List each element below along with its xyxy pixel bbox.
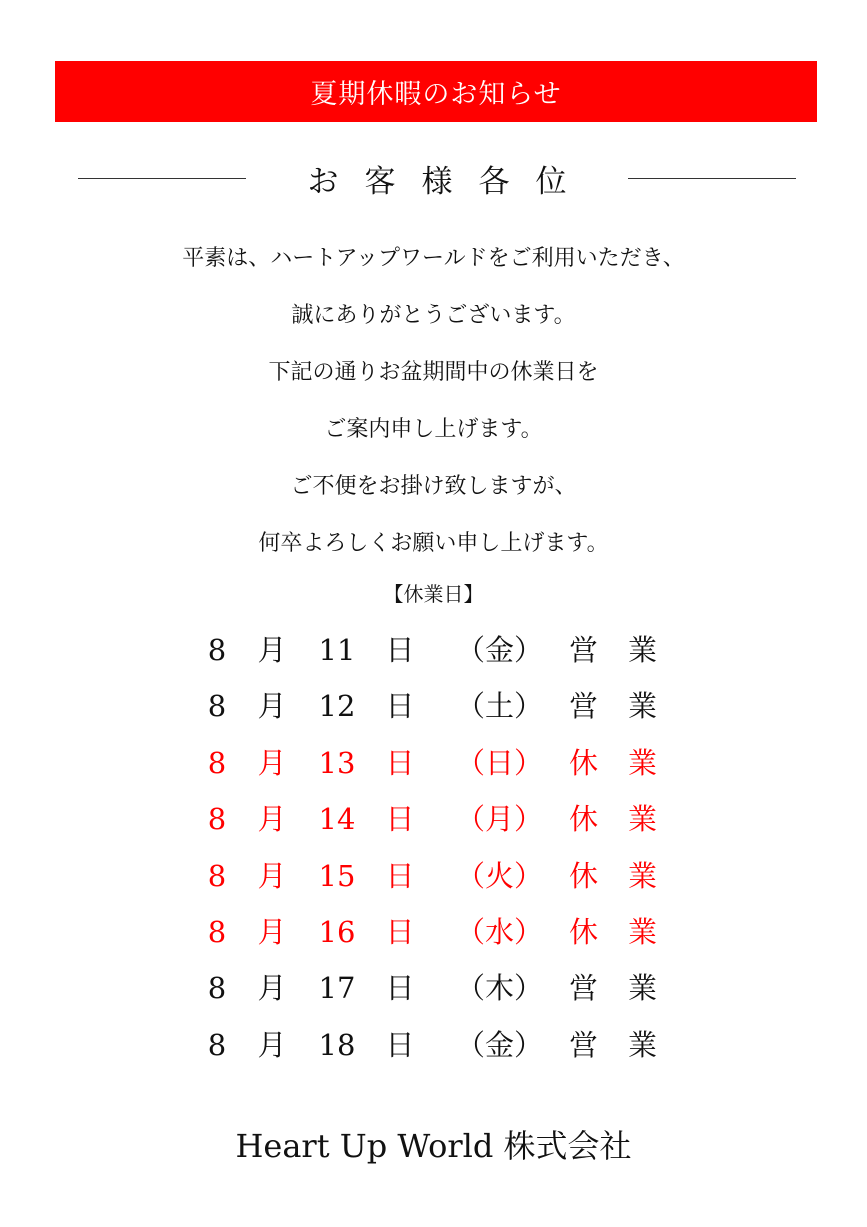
- schedule-row: [0, 904, 867, 960]
- schedule-month: 8: [207, 971, 227, 1006]
- schedule-row: [0, 1017, 867, 1073]
- message-line: 誠にありがとうございます。: [291, 303, 576, 328]
- message-line: 平素は、ハートアップワールドをご利用いただき、: [182, 246, 685, 271]
- schedule-row: [0, 791, 867, 847]
- message-line: 何卒よろしくお願い申し上げます。: [258, 531, 609, 556]
- schedule-weekday: （水）: [456, 914, 544, 949]
- schedule-heading: 【休業日】: [383, 582, 484, 606]
- schedule-status: 営業: [569, 633, 688, 667]
- schedule-weekday: （月）: [456, 802, 544, 837]
- schedule-day-unit: 日: [385, 802, 415, 837]
- schedule-day: 13: [318, 745, 356, 780]
- schedule-day: 12: [318, 689, 356, 724]
- schedule-month-unit: 月: [257, 1027, 287, 1062]
- message-line: ご案内申し上げます。: [324, 417, 543, 442]
- salutation-row: [78, 150, 796, 206]
- schedule-day-unit: 日: [385, 914, 415, 949]
- schedule-status: 休業: [569, 802, 688, 837]
- schedule-month-unit: 月: [257, 914, 287, 949]
- schedule-row: [0, 848, 867, 904]
- schedule-day-unit: 日: [385, 689, 415, 724]
- schedule-weekday: （木）: [456, 971, 544, 1006]
- schedule-status: 営業: [569, 689, 688, 724]
- schedule-status: 休業: [569, 914, 688, 949]
- schedule-status: 営業: [569, 1027, 688, 1062]
- schedule-status: 営業: [569, 971, 688, 1006]
- schedule-row: [0, 960, 867, 1016]
- schedule-status: 休業: [569, 745, 688, 780]
- schedule-day-unit: 日: [385, 858, 415, 893]
- company-name: Heart Up World 株式会社: [235, 1127, 632, 1165]
- schedule-weekday: （火）: [456, 858, 544, 893]
- schedule-month-unit: 月: [257, 802, 287, 837]
- schedule-month: 8: [207, 1027, 227, 1062]
- schedule-day-unit: 日: [385, 633, 415, 667]
- schedule-month-unit: 月: [257, 971, 287, 1006]
- schedule-weekday: （土）: [456, 689, 544, 724]
- schedule-month: 8: [207, 802, 227, 837]
- schedule-row: [0, 678, 867, 734]
- schedule-month-unit: 月: [257, 745, 287, 780]
- greeting-message: [0, 230, 867, 572]
- left-divider: [78, 178, 246, 179]
- schedule-month: 8: [207, 689, 227, 724]
- schedule-row: [0, 622, 867, 678]
- schedule-row: [0, 735, 867, 791]
- message-line: 下記の通りお盆期間中の休業日を: [268, 360, 599, 385]
- schedule-month: 8: [207, 858, 227, 893]
- schedule-day: 16: [318, 914, 356, 949]
- schedule-weekday: （金）: [456, 1027, 544, 1062]
- schedule-month-unit: 月: [257, 858, 287, 893]
- holiday-schedule: [0, 622, 867, 1073]
- notice-title: 夏期休暇のお知らせ: [310, 79, 562, 110]
- schedule-day: 18: [318, 1027, 356, 1062]
- schedule-day-unit: 日: [385, 745, 415, 780]
- schedule-day-unit: 日: [385, 1027, 415, 1062]
- schedule-day: 17: [318, 971, 356, 1006]
- schedule-weekday: （金）: [456, 633, 544, 667]
- schedule-status: 休業: [569, 858, 688, 893]
- schedule-day: 11: [318, 633, 356, 667]
- salutation: お客様各位: [307, 163, 593, 200]
- schedule-day-unit: 日: [385, 971, 415, 1006]
- schedule-month-unit: 月: [257, 633, 287, 667]
- schedule-month: 8: [207, 745, 227, 780]
- message-line: ご不便をお掛け致しますが、: [290, 474, 577, 499]
- schedule-month: 8: [207, 633, 227, 667]
- right-divider: [628, 178, 796, 179]
- schedule-month: 8: [207, 914, 227, 949]
- schedule-weekday: （日）: [456, 745, 544, 780]
- schedule-day: 15: [318, 858, 356, 893]
- schedule-month-unit: 月: [257, 689, 287, 724]
- notice-banner: [55, 61, 817, 122]
- schedule-day: 14: [318, 802, 356, 837]
